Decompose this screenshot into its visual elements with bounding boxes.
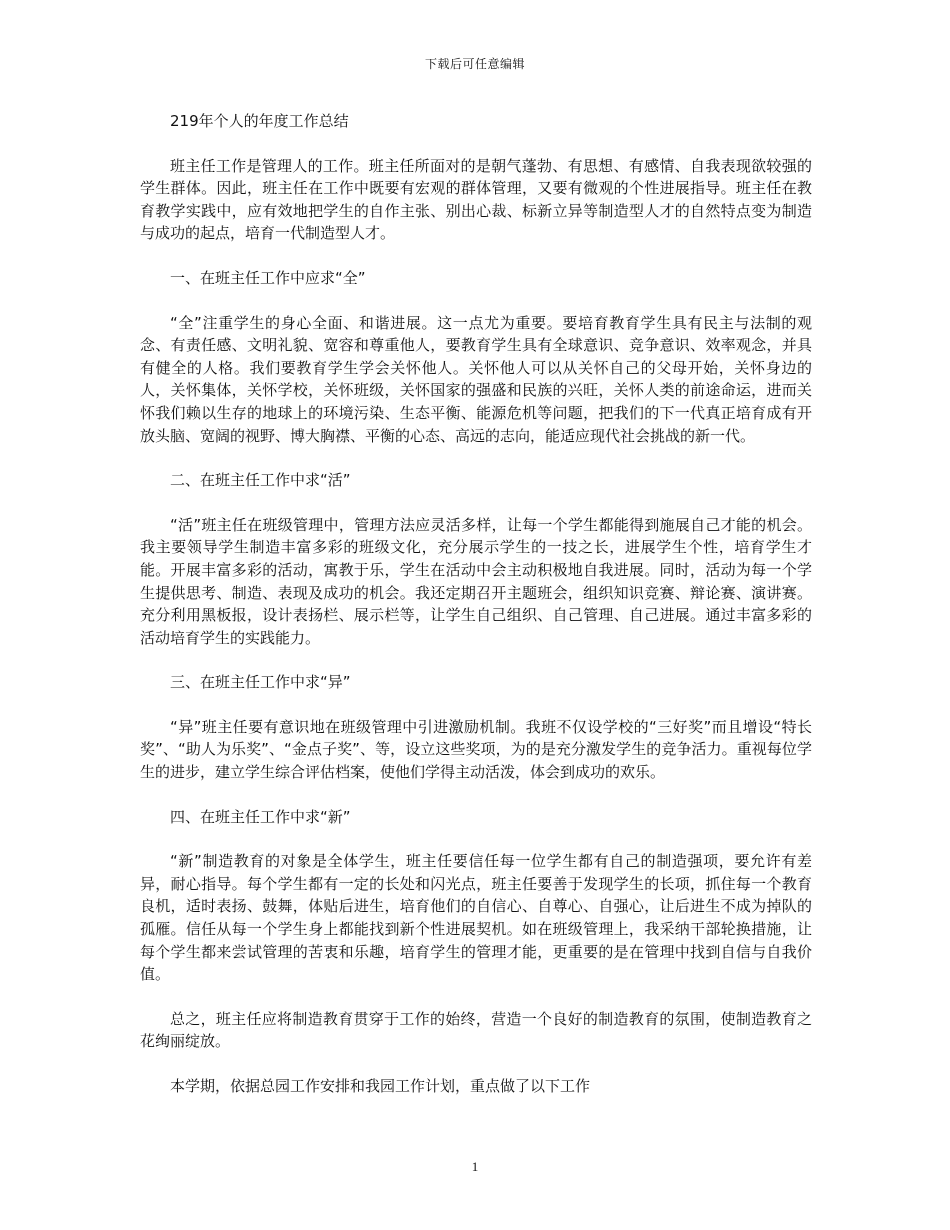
document-body [140,110,812,1098]
document-title: 219年个人的年度工作总结 [170,112,349,130]
section-2-paragraph: “活”班主任在班级管理中，管理方法应灵活多样，让每一个学生都能得到施展自己才能的机会。我主要领导学生制造丰富多彩的班级文化，充分展示学生的一技之长，进展学生个性，培育学生才能。开展丰富多彩的活动，寓教于乐，学生在活动中会主动积极地自我进展。同时，活动为每一个学生提供思考、制造、表现及成功的机会。我还定期召开主题班会，组织知识竞赛、辩论赛、演讲赛。充分利用黑板报，设计表扬栏、展示栏等，让学生自己组织、自己管理、自己进展。通过丰富多彩的活动培育学生的实践能力。 [140,515,812,647]
section-3-paragraph: “异”班主任要有意识地在班级管理中引进激励机制。我班不仅设学校的“三好奖”而且增设“特长奖”、“助人为乐奖”、“金点子奖”、等，设立这些奖项，为的是充分激发学生的竞争活力。重视每位学生的进步，建立学生综合评估档案，使他们学得主动活泼，体会到成功的欢乐。 [140,717,812,782]
intro-paragraph: 班主任工作是管理人的工作。班主任所面对的是朝气蓬勃、有思想、有感情、自我表现欲较强的学生群体。因此，班主任在工作中既要有宏观的群体管理，又要有微观的个性进展指导。班主任在教育教学实践中，应有效地把学生的自作主张、别出心裁、标新立异等制造型人才的自然特点变为制造与成功的起点，培育一代制造型人才。 [140,156,812,243]
section-4-paragraph: “新”制造教育的对象是全体学生，班主任要信任每一位学生都有自己的制造强项，要允许有差异，耐心指导。每个学生都有一定的长处和闪光点，班主任要善于发现学生的长项，抓住每一个教育良机，适时表扬、鼓舞，体贴后进生，培育他们的自信心、自尊心、自强心，让后进生不成为掉队的孤雁。信任从每一个学生身上都能找到新个性进展契机。如在班级管理上，我采纳干部轮换措施，让每个学生都来尝试管理的苦衷和乐趣，培育学生的管理才能，更重要的是在管理中找到自信与自我价值。 [140,852,812,984]
section-1-heading: 一、在班主任工作中应求“全” [170,268,366,287]
page-number: 1 [471,1159,479,1174]
conclusion-paragraph: 总之，班主任应将制造教育贯穿于工作的始终，营造一个良好的制造教育的氛围，使制造教育之花绚丽绽放。 [140,1009,812,1051]
section-2-heading: 二、在班主任工作中求“活” [170,471,351,490]
section-4-heading: 四、在班主任工作中求“新” [170,807,351,826]
section-3-heading: 三、在班主任工作中求“异” [170,673,351,692]
section-1-paragraph: “全”注重学生的身心全面、和谐进展。这一点尤为重要。要培育教育学生具有民主与法制的观念、有责任感、文明礼貌、宽容和尊重他人，要教育学生具有全球意识、竞争意识、效率观念，并具有健全的人格。我们要教育学生学会关怀他人。关怀他人可以从关怀自己的父母开始，关怀身边的人，关怀集体，关怀学校，关怀班级，关怀国家的强盛和民族的兴旺，关怀人类的前途命运，进而关怀我们赖以生存的地球上的环境污染、生态平衡、能源危机等问题，把我们的下一代真正培育成有开放头脑、宽阔的视野、博大胸襟、平衡的心态、高远的志向，能适应现代社会挑战的新一代。 [140,313,812,445]
closing-paragraph: 本学期，依据总园工作安排和我园工作计划，重点做了以下工作 [170,1077,591,1095]
page-header: 下载后可任意编辑 [424,57,525,71]
